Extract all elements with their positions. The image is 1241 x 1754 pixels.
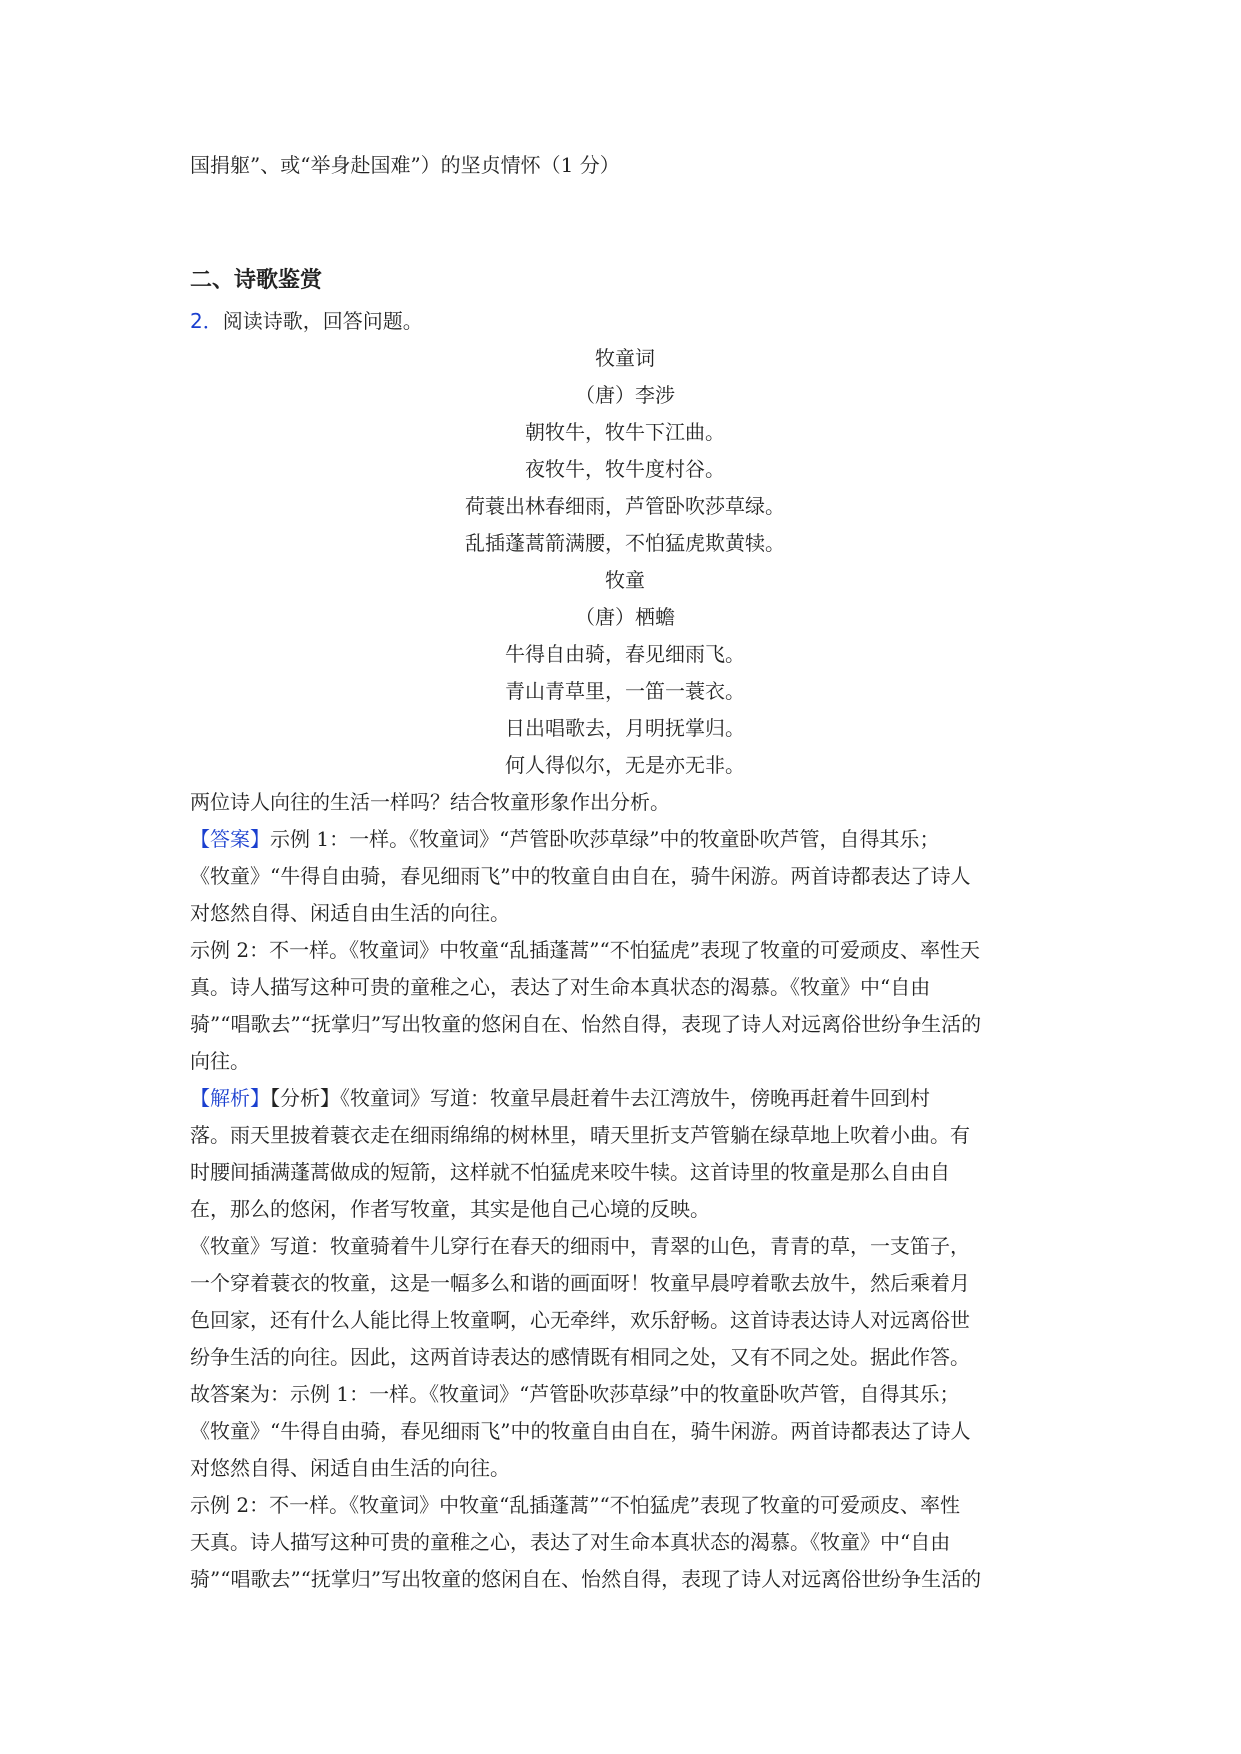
body-line: 对悠然自得、闲适自由生活的向往。 xyxy=(190,901,510,925)
poem2-line: 何人得似尔，无是亦无非。 xyxy=(505,753,745,777)
body-line: 在，那么的悠闲，作者写牧童，其实是他自己心境的反映。 xyxy=(190,1197,710,1221)
body-line: 《牧童》“牛得自由骑，春见细雨飞”中的牧童自由自在，骑牛闲游。两首诗都表达了诗人 xyxy=(190,1419,971,1443)
poem1-line: 荷蓑出林春细雨，芦管卧吹莎草绿。 xyxy=(465,494,785,518)
body-line: 向往。 xyxy=(190,1049,250,1073)
body-line: 一个穿着蓑衣的牧童，这是一幅多么和谐的画面呀！牧童早晨哼着歌去放牛，然后乘着月 xyxy=(190,1271,970,1295)
poem2-title: 牧童 xyxy=(605,568,645,592)
section-heading: 二、诗歌鉴赏 xyxy=(190,268,323,293)
body-line: 对悠然自得、闲适自由生活的向往。 xyxy=(190,1456,510,1480)
poem1-line: 朝牧牛，牧牛下江曲。 xyxy=(525,420,725,444)
carry-over-line: 国捐躯”、或“举身赴国难”）的坚贞情怀（1 分） xyxy=(190,153,620,177)
body-line: 落。雨天里披着蓑衣走在细雨绵绵的树林里，晴天里折支芦管躺在绿草地上吹着小曲。有 xyxy=(190,1123,970,1147)
body-line: 天真。诗人描写这种可贵的童稚之心，表达了对生命本真状态的渴慕。《牧童》中“自由 xyxy=(190,1530,951,1554)
analysis-tag: 【解析】 xyxy=(190,1086,270,1110)
poem2-author: （唐）栖蟾 xyxy=(575,605,675,629)
poems xyxy=(190,340,1060,784)
body-line: 【解析】【分析】《牧童词》写道：牧童早晨赶着牛去江湾放牛，傍晚再赶着牛回到村 xyxy=(190,1086,930,1110)
poem2-line: 青山青草里，一笛一蓑衣。 xyxy=(505,679,745,703)
body-line: 纷争生活的向往。因此，这两首诗表达的感情既有相同之处，又有不同之处。据此作答。 xyxy=(190,1345,970,1369)
poem1-author: （唐）李涉 xyxy=(575,383,675,407)
poem1-title: 牧童词 xyxy=(595,346,655,370)
body-line: 色回家，还有什么人能比得上牧童啊，心无牵绊，欢乐舒畅。这首诗表达诗人对远离俗世 xyxy=(190,1308,970,1332)
question-number: 2． xyxy=(190,309,223,333)
question-line xyxy=(190,303,423,340)
body-line: 示例 2：不一样。《牧童词》中牧童“乱插蓬蒿”“不怕猛虎”表现了牧童的可爱顽皮、率性天 xyxy=(190,938,980,962)
poem2-line: 日出唱歌去，月明抚掌归。 xyxy=(505,716,745,740)
body-line: 【答案】示例 1：一样。《牧童词》“芦管卧吹莎草绿”中的牧童卧吹芦管，自得其乐； xyxy=(190,827,940,851)
body-line: 《牧童》“牛得自由骑，春见细雨飞”中的牧童自由自在，骑牛闲游。两首诗都表达了诗人 xyxy=(190,864,971,888)
body-line: 骑”“唱歌去”“抚掌归”写出牧童的悠闲自在、怡然自得，表现了诗人对远离俗世纷争生活的 xyxy=(190,1012,982,1036)
poem1-line: 夜牧牛，牧牛度村谷。 xyxy=(525,457,725,481)
body-line: 《牧童》写道：牧童骑着牛儿穿行在春天的细雨中，青翠的山色，青青的草，一支笛子， xyxy=(190,1234,970,1258)
body-line: 示例 2：不一样。《牧童词》中牧童“乱插蓬蒿”“不怕猛虎”表现了牧童的可爱顽皮、率性 xyxy=(190,1493,960,1517)
body-line: 故答案为：示例 1：一样。《牧童词》“芦管卧吹莎草绿”中的牧童卧吹芦管，自得其乐； xyxy=(190,1382,960,1406)
poem1-line: 乱插蓬蒿箭满腰，不怕猛虎欺黄犊。 xyxy=(465,531,785,555)
poem2-line: 牛得自由骑，春见细雨飞。 xyxy=(505,642,745,666)
body-line: 时腰间插满蓬蒿做成的短箭，这样就不怕猛虎来咬牛犊。这首诗里的牧童是那么自由自 xyxy=(190,1160,950,1184)
question-prompt: 阅读诗歌，回答问题。 xyxy=(222,309,423,333)
answer-tag: 【答案】 xyxy=(190,827,270,851)
body-line: 真。诗人描写这种可贵的童稚之心，表达了对生命本真状态的渴慕。《牧童》中“自由 xyxy=(190,975,931,999)
answer-section xyxy=(190,784,1060,1598)
body-line: 骑”“唱歌去”“抚掌归”写出牧童的悠闲自在、怡然自得，表现了诗人对远离俗世纷争生活的 xyxy=(190,1567,982,1591)
task-line: 两位诗人向往的生活一样吗？结合牧童形象作出分析。 xyxy=(190,790,670,814)
